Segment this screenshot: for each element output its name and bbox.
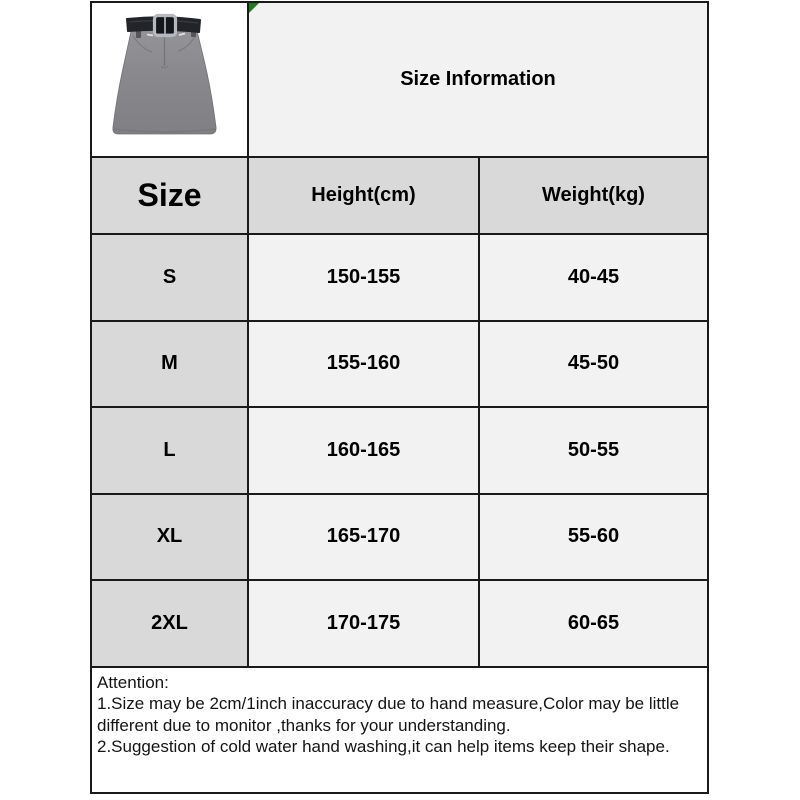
attention-line: different due to monitor ,thanks for your understanding. bbox=[97, 715, 511, 735]
size-cell-s: S bbox=[92, 235, 247, 320]
attention-line: 1.Size may be 2cm/1inch inaccuracy due to hand measure,Color may be little bbox=[97, 694, 680, 713]
size-information-header bbox=[249, 3, 707, 156]
attention-note bbox=[92, 668, 707, 792]
height-cell-2xl: 170-175 bbox=[249, 581, 478, 666]
height-cell-l: 160-165 bbox=[249, 408, 478, 493]
height-cell-xl: 165-170 bbox=[249, 495, 478, 580]
size-cell-l: L bbox=[92, 408, 247, 493]
skirt-photo bbox=[92, 3, 247, 156]
size-cell-2xl: 2XL bbox=[92, 581, 247, 666]
product-image-cell bbox=[92, 3, 247, 156]
size-cell-xl: XL bbox=[92, 495, 247, 580]
height-cell-m: 155-160 bbox=[249, 322, 478, 407]
weight-cell-l: 50-55 bbox=[480, 408, 707, 493]
height-cell-s: 150-155 bbox=[249, 235, 478, 320]
weight-cell-xl: 55-60 bbox=[480, 495, 707, 580]
column-header-size: Size bbox=[92, 158, 247, 233]
weight-cell-m: 45-50 bbox=[480, 322, 707, 407]
weight-cell-s: 40-45 bbox=[480, 235, 707, 320]
column-header-weight: Weight(kg) bbox=[480, 158, 707, 233]
attention-line: Attention: bbox=[97, 672, 169, 692]
size-information-title: Size Information bbox=[400, 68, 556, 90]
column-header-height: Height(cm) bbox=[249, 158, 478, 233]
attention-line: 2.Suggestion of cold water hand washing,it can help items keep their shape. bbox=[97, 737, 670, 756]
size-cell-m: M bbox=[92, 322, 247, 407]
weight-cell-2xl: 60-65 bbox=[480, 581, 707, 666]
size-table bbox=[90, 1, 709, 794]
green-triangle-icon bbox=[249, 3, 259, 13]
